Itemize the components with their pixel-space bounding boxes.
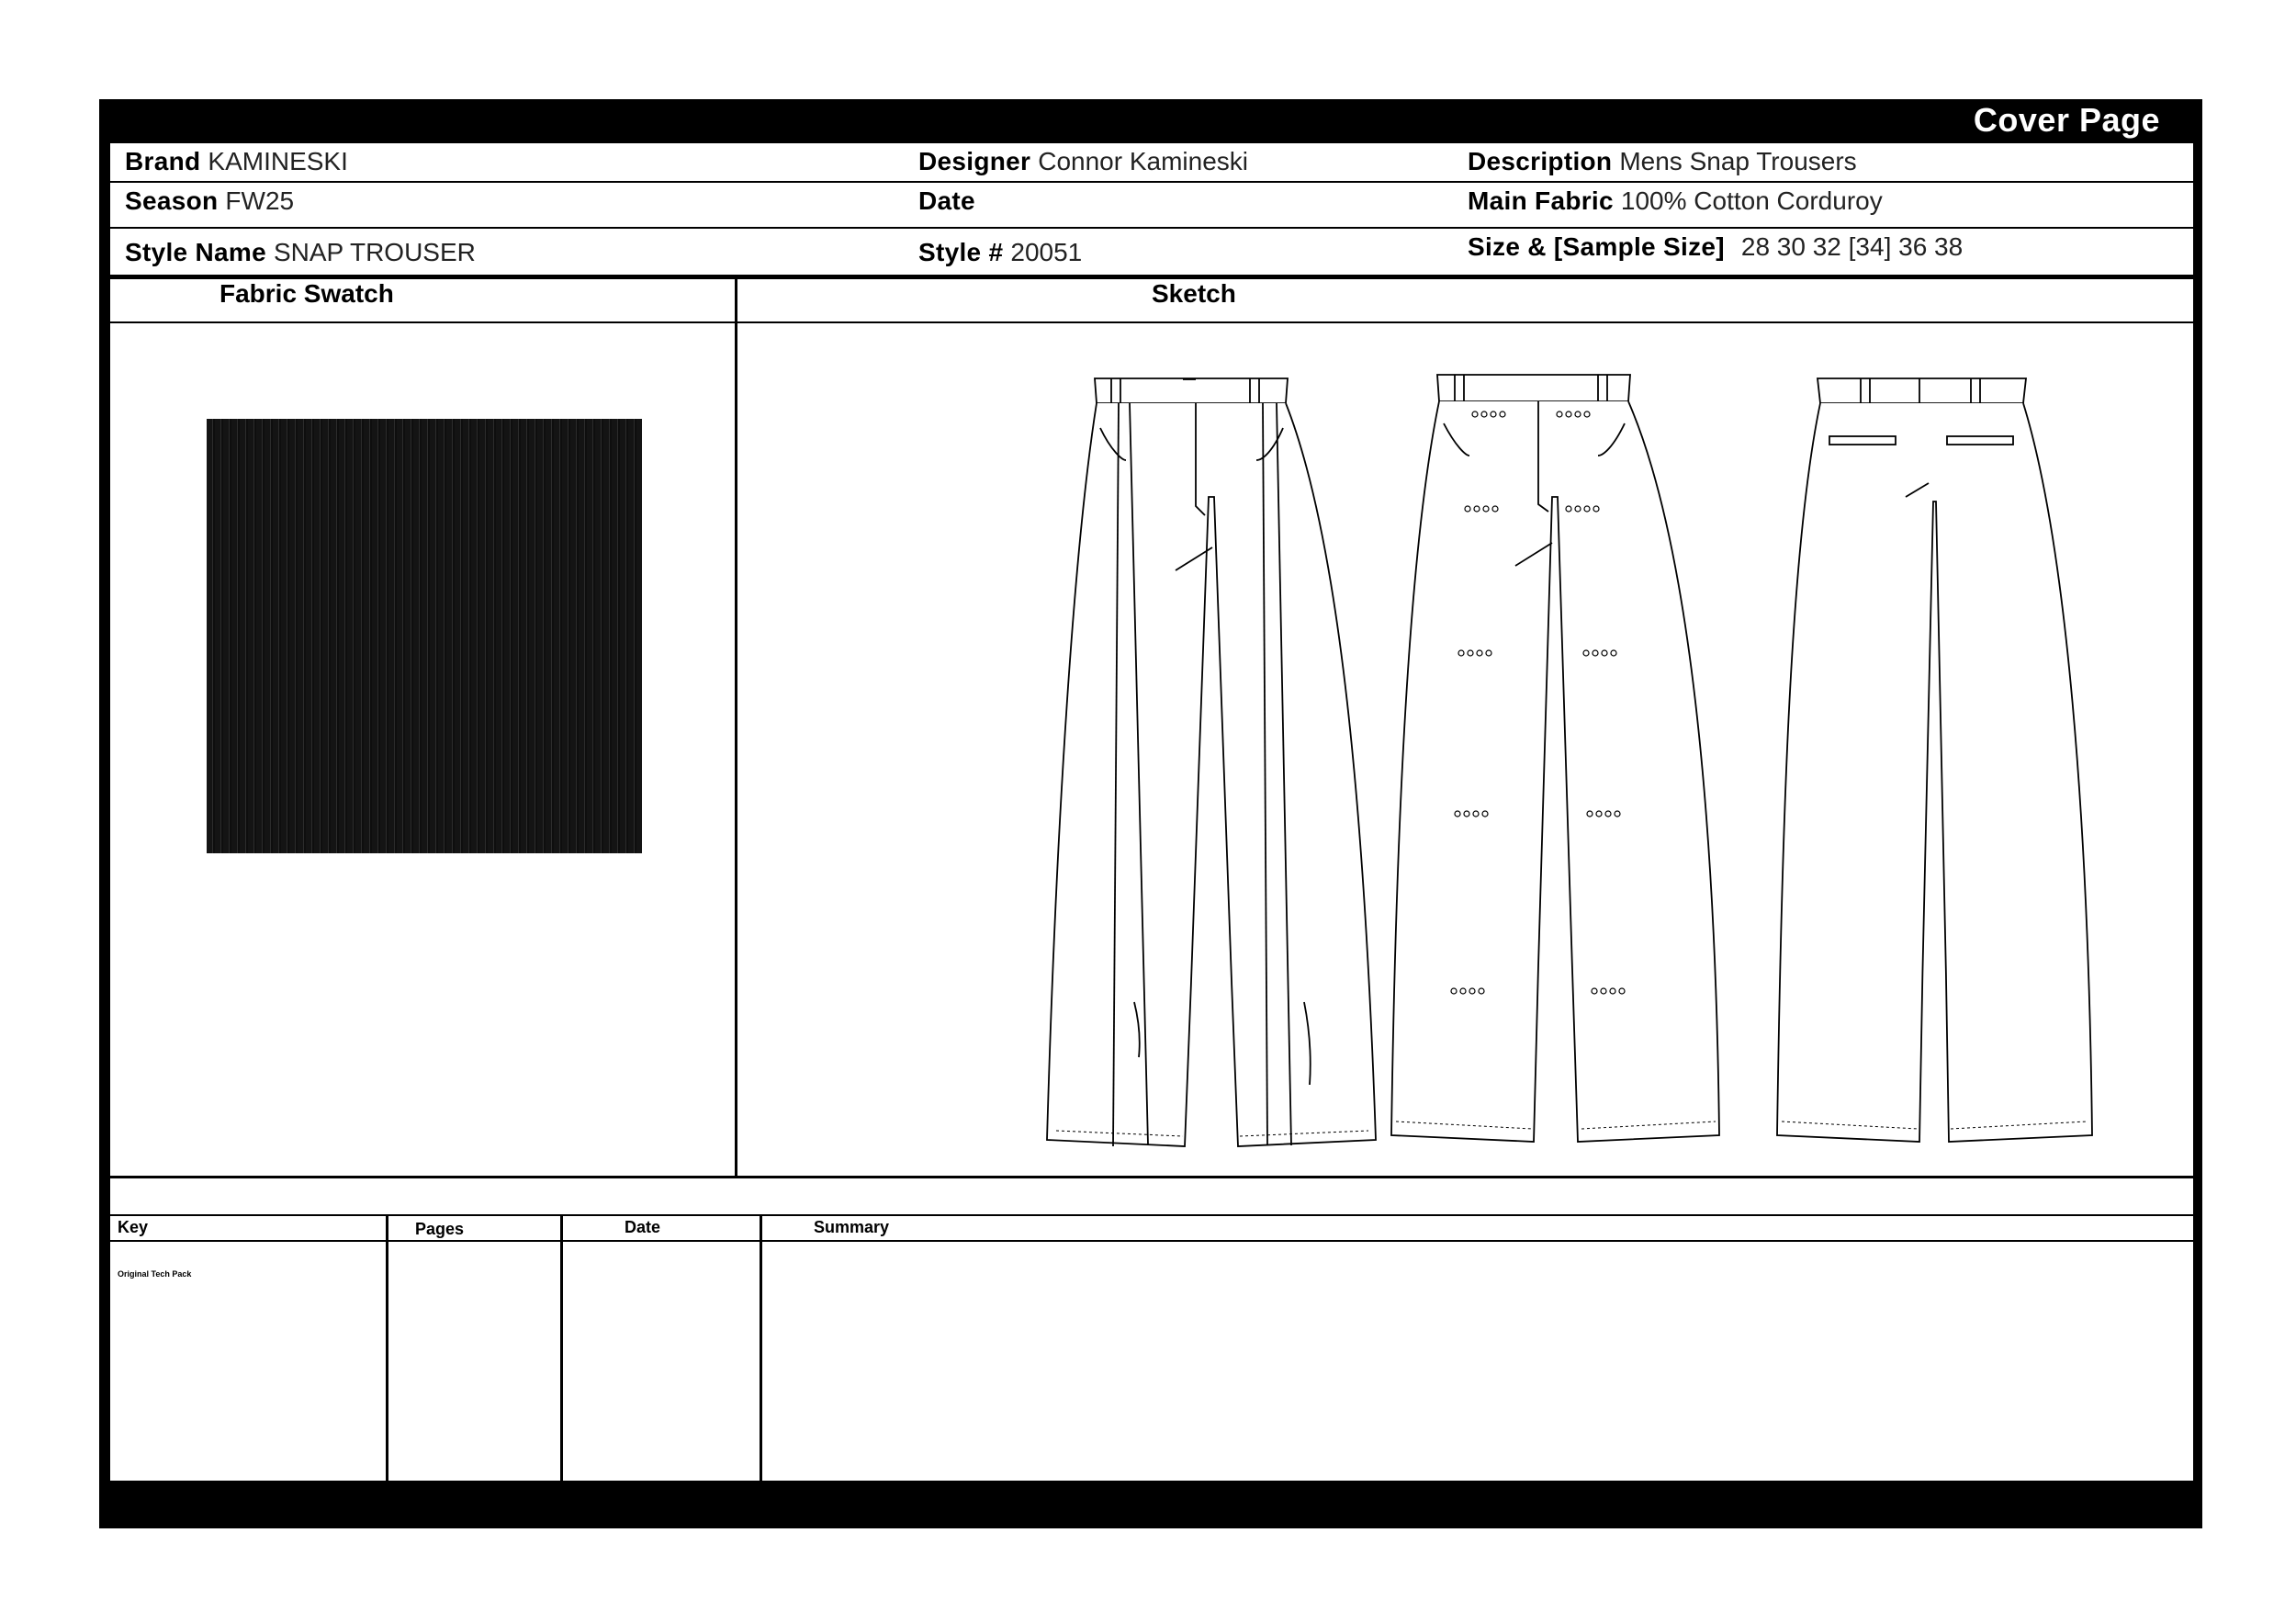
summary-header: Summary — [814, 1218, 890, 1236]
style-name-value: SNAP TROUSER — [273, 238, 476, 266]
fabric-swatch-title: Fabric Swatch — [219, 279, 394, 308]
front-view-pleated-sketch — [1047, 378, 1376, 1146]
sketch-title: Sketch — [1152, 279, 1236, 308]
date-field — [918, 186, 983, 216]
brand-label: Brand — [125, 147, 201, 175]
date-header: Date — [625, 1218, 661, 1236]
style-number-label: Style # — [918, 238, 1004, 266]
season-field — [125, 186, 294, 216]
main-fabric-label: Main Fabric — [1468, 186, 1614, 215]
brand-value: KAMINESKI — [208, 147, 348, 175]
main-fabric-field — [1468, 186, 1883, 216]
fabric-swatch-image — [207, 419, 642, 853]
description-value: Mens Snap Trousers — [1619, 147, 1857, 175]
divider — [110, 227, 2193, 229]
date-label: Date — [918, 186, 975, 215]
season-value: FW25 — [225, 186, 295, 215]
table-row-key: Original Tech Pack — [118, 1269, 192, 1279]
brand-field — [125, 147, 348, 176]
divider — [110, 1176, 2193, 1178]
sheet-body — [110, 143, 2193, 1481]
key-header: Key — [118, 1218, 149, 1236]
divider — [110, 1214, 2193, 1216]
designer-field — [918, 147, 1248, 176]
designer-label: Designer — [918, 147, 1031, 175]
column-divider — [386, 1214, 388, 1481]
main-fabric-value: 100% Cotton Corduroy — [1620, 186, 1883, 215]
page-title: Cover Page — [1973, 101, 2160, 139]
back-view-sketch — [1777, 378, 2092, 1142]
front-view-snap-sketch — [1391, 375, 1719, 1142]
style-name-label: Style Name — [125, 238, 266, 266]
size-label: Size & [Sample Size] — [1468, 232, 1725, 261]
description-field — [1468, 147, 1857, 176]
style-number-value: 20051 — [1010, 238, 1083, 266]
trouser-sketches — [964, 359, 2158, 1167]
pages-header: Pages — [415, 1220, 465, 1238]
season-label: Season — [125, 186, 219, 215]
size-field — [1468, 232, 1963, 262]
section-divider — [735, 277, 737, 1176]
column-divider — [560, 1214, 563, 1481]
divider — [110, 181, 2193, 183]
designer-value: Connor Kamineski — [1038, 147, 1249, 175]
column-divider — [760, 1214, 762, 1481]
style-name-field — [125, 238, 476, 267]
size-value: 28 30 32 [34] 36 38 — [1740, 232, 1964, 261]
divider — [110, 321, 2193, 323]
divider — [110, 1240, 2193, 1242]
tech-pack-sheet — [99, 99, 2202, 1528]
description-label: Description — [1468, 147, 1613, 175]
style-number-field — [918, 238, 1082, 267]
